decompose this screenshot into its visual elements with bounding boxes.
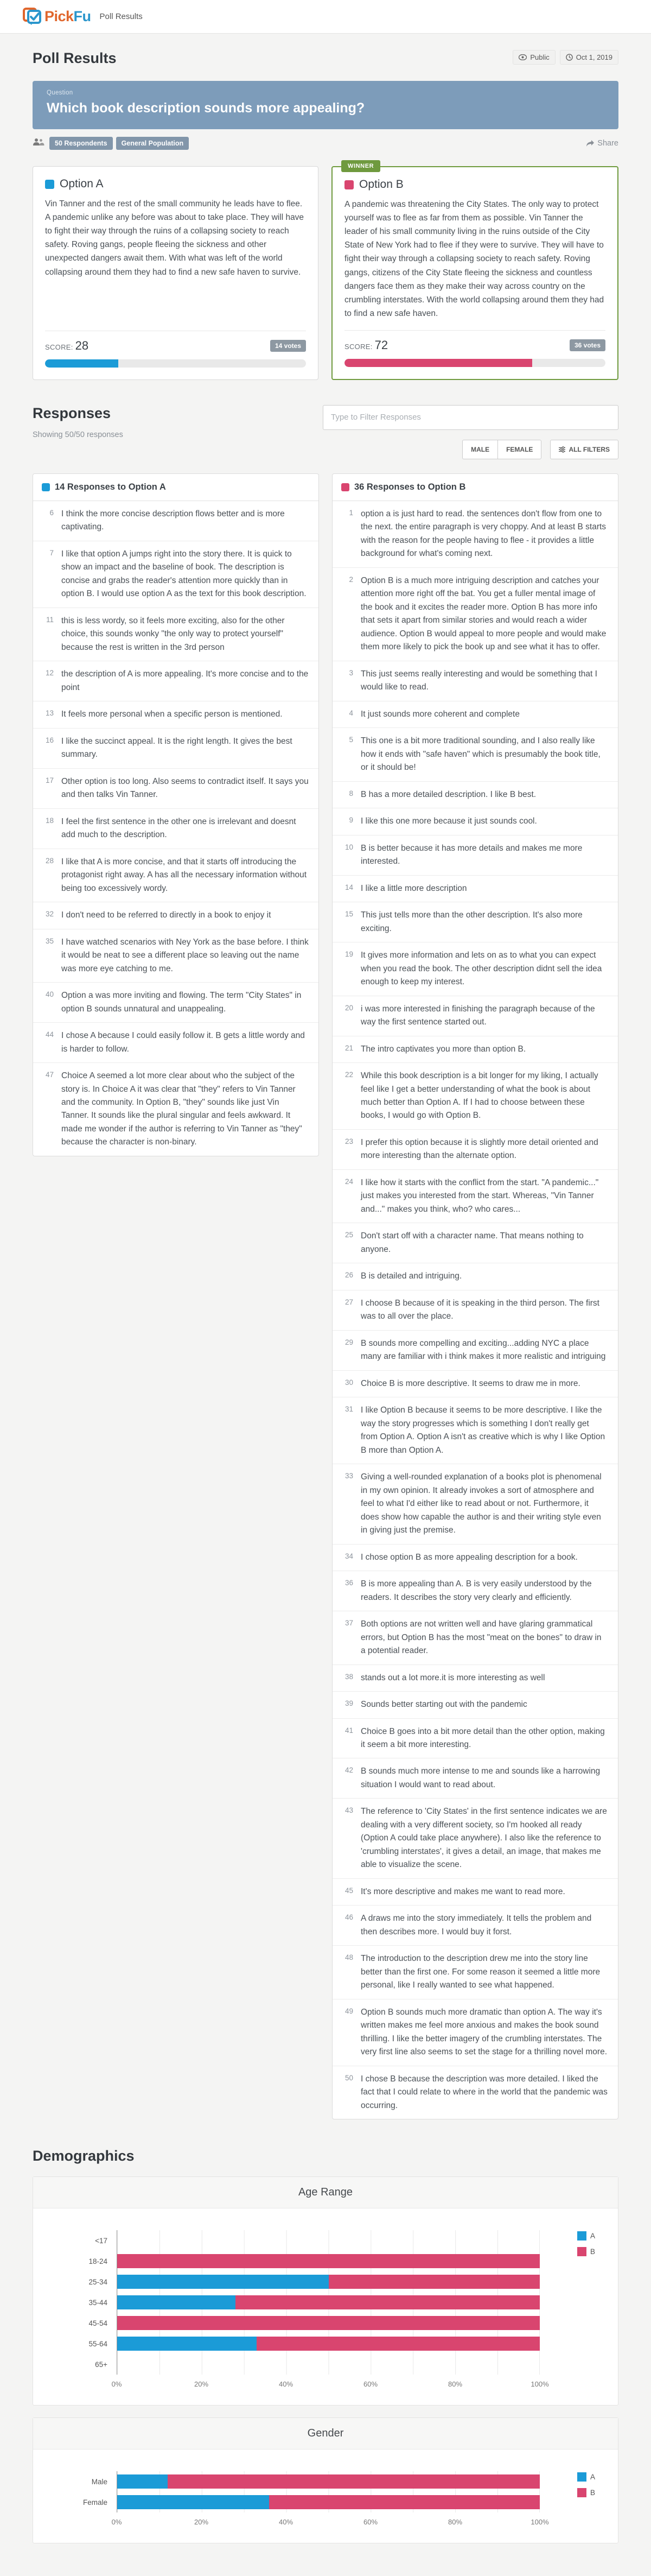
chart-category-label: 18-24 bbox=[88, 2257, 107, 2265]
response-number: 17 bbox=[45, 776, 54, 784]
chart-category-label: 65+ bbox=[95, 2360, 107, 2369]
chart-row bbox=[88, 2333, 540, 2354]
response-row bbox=[333, 942, 618, 995]
option-a-votes-badge: 14 votes bbox=[270, 340, 306, 352]
response-text: It feels more personal when a specific person is mentioned. bbox=[61, 710, 283, 719]
gender-chart-title: Gender bbox=[33, 2418, 618, 2450]
bar-segment-a bbox=[117, 2495, 269, 2509]
option-a-card bbox=[33, 166, 318, 380]
response-number: 46 bbox=[344, 1913, 353, 1922]
chart-row bbox=[95, 2230, 540, 2251]
visibility-badge: Public bbox=[513, 50, 555, 65]
response-number: 5 bbox=[349, 736, 353, 744]
response-text: Other option is too long. Also seems to contradict itself. It says you and then talks Vin Tanner. bbox=[61, 776, 309, 800]
response-number: 33 bbox=[344, 1472, 353, 1480]
x-tick-label: 0% bbox=[111, 2380, 122, 2389]
response-text: I have watched scenarios with Ney York as the base before. I think it would be neat to see a different place so leaving out the name was more eye catching to me. bbox=[61, 937, 309, 973]
response-number: 1 bbox=[349, 508, 353, 517]
bar-segment-b bbox=[257, 2337, 540, 2351]
response-number: 45 bbox=[344, 1886, 353, 1895]
option-a-color-chip bbox=[45, 180, 54, 189]
response-text: A draws me into the story immediately. It tells the problem and then describes more. I would buy it forst. bbox=[361, 1914, 592, 1936]
response-text: I like that option A jumps right into the story there. It is quick to show an impact and the baseline of book. The description is concise and grabs the reader's attention more quickly than in option B. I would use option A as the text for this book description. bbox=[61, 549, 307, 599]
pickfu-checkbox-icon bbox=[22, 5, 42, 28]
age-range-chart bbox=[33, 2208, 618, 2405]
chart-row bbox=[88, 2313, 540, 2333]
bar-segment-b bbox=[269, 2495, 540, 2509]
sliders-icon bbox=[559, 446, 565, 453]
response-number: 32 bbox=[45, 910, 54, 919]
option-a-color-chip bbox=[42, 483, 50, 491]
option-a-score: SCORE: 28 bbox=[45, 338, 89, 352]
response-text: I like how it starts with the conflict from the start. "A pandemic..." just makes you interested from the start. Whereas, "Vin Tanner and..." makes you think, who? who cares... bbox=[361, 1178, 599, 1214]
legend-item bbox=[577, 2472, 595, 2482]
x-tick-label: 40% bbox=[278, 2518, 293, 2527]
response-number: 47 bbox=[45, 1071, 54, 1079]
option-a-score-bar bbox=[45, 359, 306, 368]
legend-item bbox=[577, 2488, 595, 2497]
option-b-responses-card bbox=[332, 473, 618, 2119]
top-bar bbox=[0, 0, 651, 34]
question-label: Question bbox=[47, 90, 73, 96]
female-filter-button[interactable]: FEMALE bbox=[497, 440, 541, 459]
response-row bbox=[333, 1370, 618, 1397]
response-text: Giving a well-rounded explanation of a books plot is phenomenal in my own opinion. It already invokes a sort of atmosphere and feel to what I'd either like to read about or not. Furthermore, it does show how capable the author is and their writing style even in giving just the premise. bbox=[361, 1472, 602, 1535]
logo-text: PickFu bbox=[44, 8, 91, 24]
response-number: 21 bbox=[344, 1043, 353, 1052]
response-number: 50 bbox=[344, 2073, 353, 2082]
response-text: B sounds much more intense to me and sounds like a harrowing situation I would want to read about. bbox=[361, 1767, 601, 1789]
response-text: Option B sounds much more dramatic than option A. The way it's written makes me feel more anxious and makes the book sound thrilling. I like the better imagery of the crumbling interstates. The very first line also seems to set the stage for a thrilling novel more. bbox=[361, 2007, 608, 2057]
x-tick-label: 20% bbox=[194, 2380, 209, 2389]
chart-row bbox=[88, 2271, 540, 2292]
options-row bbox=[33, 163, 618, 380]
response-text: I don't need to be referred to directly in a book to enjoy it bbox=[61, 910, 271, 920]
response-text: I like that A is more concise, and that it starts off introducing the protagonist right away. A has all the necessary information without being too excessively wordy. bbox=[61, 857, 307, 893]
chart-row bbox=[82, 2492, 540, 2512]
bar-segment-b bbox=[117, 2254, 540, 2268]
page-head bbox=[33, 50, 618, 67]
legend-label: B bbox=[590, 2248, 595, 2256]
response-row bbox=[333, 1664, 618, 1691]
responses-title: Responses bbox=[33, 404, 111, 421]
page-title: Poll Results bbox=[33, 50, 117, 66]
response-row bbox=[333, 1691, 618, 1718]
response-row bbox=[333, 1945, 618, 1998]
response-row bbox=[33, 808, 318, 849]
gender-chart bbox=[33, 2450, 618, 2543]
age-range-chart-card bbox=[33, 2176, 618, 2406]
option-b-responses-list bbox=[333, 501, 618, 2119]
response-number: 38 bbox=[344, 1672, 353, 1681]
response-row bbox=[333, 701, 618, 727]
response-number: 48 bbox=[344, 1953, 353, 1962]
male-filter-button[interactable]: MALE bbox=[462, 440, 497, 459]
response-number: 19 bbox=[344, 950, 353, 959]
response-text: I feel the first sentence in the other one is irrelevant and doesnt add much to the description. bbox=[61, 817, 296, 840]
response-row bbox=[333, 727, 618, 781]
response-text: Don't start off with a character name. That means nothing to anyone. bbox=[361, 1231, 584, 1254]
response-number: 28 bbox=[45, 856, 54, 865]
response-row bbox=[333, 1798, 618, 1878]
responses-header bbox=[33, 405, 618, 459]
response-number: 25 bbox=[344, 1231, 353, 1239]
response-text: this is less wordy, so it feels more exciting, also for the other choice, this sounds wonky "the only way to protect yourself" because the rest is written in the 3rd person bbox=[61, 616, 285, 652]
response-text: stands out a lot more.it is more interesting as well bbox=[361, 1673, 545, 1682]
chart-row bbox=[95, 2354, 540, 2375]
response-row bbox=[333, 567, 618, 661]
response-text: Choice B is more descriptive. It seems to draw me in more. bbox=[361, 1378, 580, 1388]
response-row bbox=[333, 1718, 618, 1758]
divider bbox=[344, 330, 605, 331]
response-text: This one is a bit more traditional sounding, and I also really like how it ends with "safe haven" which is presumably the book title, or it should be! bbox=[361, 736, 601, 773]
response-row bbox=[333, 1464, 618, 1543]
x-tick-label: 100% bbox=[531, 2380, 549, 2389]
response-text: B is better because it has more details and makes me more interested. bbox=[361, 843, 583, 866]
x-tick-label: 60% bbox=[363, 2518, 378, 2527]
response-row bbox=[33, 541, 318, 607]
response-text: The introduction to the description drew me into the story line better than the first one. For some reason it seemed a little more personal, like I really wanted to see what happened. bbox=[361, 1954, 601, 1990]
response-number: 11 bbox=[46, 615, 54, 624]
response-number: 15 bbox=[344, 910, 353, 919]
response-text: the description of A is more appealing. It's more concise and to the point bbox=[61, 669, 309, 692]
response-number: 42 bbox=[344, 1766, 353, 1775]
response-text: I like a little more description bbox=[361, 883, 467, 893]
option-b-score: SCORE: 72 bbox=[344, 338, 388, 352]
bar-segment-a bbox=[117, 2275, 329, 2289]
response-text: This just seems really interesting and would be something that I would like to read. bbox=[361, 669, 597, 692]
response-text: I like this one more because it just sounds cool. bbox=[361, 817, 537, 826]
response-number: 6 bbox=[49, 508, 54, 517]
response-text: I chose B because the description was more detailed. I liked the fact that I could relate to where in the world that the pandemic was occurring. bbox=[361, 2074, 608, 2110]
response-number: 14 bbox=[344, 883, 353, 891]
age-range-chart-title: Age Range bbox=[33, 2177, 618, 2208]
chart-category-label: Male bbox=[91, 2477, 107, 2486]
legend-color-chip bbox=[577, 2472, 586, 2482]
x-tick-label: 60% bbox=[363, 2380, 378, 2389]
response-number: 18 bbox=[45, 816, 54, 825]
option-a-responses-header: 14 Responses to Option A bbox=[55, 482, 166, 492]
chart-row bbox=[88, 2292, 540, 2313]
response-row bbox=[333, 1397, 618, 1464]
response-row bbox=[333, 1290, 618, 1330]
response-text: It's more descriptive and makes me want to read more. bbox=[361, 1887, 565, 1896]
date-badge: Oct 1, 2019 bbox=[560, 50, 618, 65]
option-b-title: Option B bbox=[359, 178, 404, 191]
bottom-spacer bbox=[33, 2543, 618, 2576]
bar-segment-a bbox=[117, 2337, 257, 2351]
response-number: 3 bbox=[349, 668, 353, 677]
response-number: 39 bbox=[344, 1699, 353, 1708]
response-row bbox=[333, 1036, 618, 1062]
poll-meta-row bbox=[33, 137, 618, 150]
response-text: B sounds more compelling and exciting...adding NYC a place many are familiar with i think makes it more realistic and intriguing bbox=[361, 1338, 606, 1362]
response-number: 12 bbox=[45, 669, 54, 678]
x-tick-label: 100% bbox=[531, 2518, 549, 2527]
legend-label: B bbox=[590, 2489, 595, 2497]
chart-row bbox=[88, 2251, 540, 2271]
response-text: I like Option B because it seems to be more descriptive. I like the way the story progresses which is something I don't really get from Option A. Option A isn't as creative which is why I like Option B more than Option A. bbox=[361, 1406, 605, 1455]
option-b-color-chip bbox=[341, 483, 349, 491]
chart-x-axis bbox=[111, 2380, 549, 2391]
response-row bbox=[333, 1330, 618, 1370]
option-b-score-bar bbox=[344, 359, 605, 367]
chart-legend bbox=[577, 2472, 595, 2497]
response-number: 23 bbox=[344, 1137, 353, 1145]
response-number: 10 bbox=[344, 843, 353, 851]
response-number: 43 bbox=[344, 1806, 353, 1815]
response-text: It gives more information and lets on as to what you can expect when you read the book. The other description didnt sell the idea enough to keep my interest. bbox=[361, 951, 602, 987]
chart-category-label: 45-54 bbox=[88, 2319, 107, 2327]
response-row bbox=[33, 607, 318, 661]
response-row bbox=[333, 1571, 618, 1611]
response-text: I chose A because I could easily follow it. B gets a little wordy and is harder to follow. bbox=[61, 1031, 305, 1054]
response-text: I chose option B as more appealing description for a book. bbox=[361, 1552, 578, 1562]
response-text: Both options are not written well and have glaring grammatical errors, but Option B has the most "meat on the bones" to draw in a potential reader. bbox=[361, 1619, 602, 1656]
response-text: It just sounds more coherent and complete bbox=[361, 709, 520, 719]
response-text: Choice B goes into a bit more detail than the other option, making it seem a bit more interesting. bbox=[361, 1726, 605, 1749]
share-link[interactable]: Share bbox=[586, 139, 618, 148]
app-subtitle: Poll Results bbox=[99, 12, 143, 21]
response-columns bbox=[33, 473, 618, 2119]
response-row bbox=[333, 835, 618, 875]
response-number: 24 bbox=[344, 1177, 353, 1186]
response-number: 7 bbox=[49, 548, 54, 557]
clock-icon bbox=[566, 54, 573, 61]
response-number: 44 bbox=[45, 1030, 54, 1039]
option-b-card bbox=[331, 163, 618, 380]
response-text: The reference to 'City States' in the first sentence indicates we are dealing with a very different society, so I'm hooked all ready (Option A could take place anywhere). I also like the reference to 'crumbling interstates', it gives a detail, an image, that makes me able to visualize the scene. bbox=[361, 1807, 607, 1870]
response-row bbox=[333, 902, 618, 942]
response-row bbox=[333, 501, 618, 567]
response-row bbox=[333, 781, 618, 808]
question-banner bbox=[33, 81, 618, 129]
response-text: Option a was more inviting and flowing. The term "City States" in option B sounds unnatural and unappealing. bbox=[61, 991, 302, 1014]
option-b-responses-header: 36 Responses to Option B bbox=[354, 482, 466, 492]
eye-icon bbox=[519, 54, 527, 60]
response-text: The intro captivates you more than option B. bbox=[361, 1044, 526, 1054]
response-row bbox=[333, 1878, 618, 1905]
response-row bbox=[333, 1062, 618, 1129]
audience-badge: General Population bbox=[116, 137, 189, 150]
score-bar-b-fill bbox=[344, 359, 532, 367]
response-text: B is detailed and intriguing. bbox=[361, 1271, 462, 1281]
bar-segment-a bbox=[117, 2295, 235, 2309]
response-row bbox=[333, 996, 618, 1036]
chart-category-label: <17 bbox=[95, 2236, 107, 2245]
response-number: 22 bbox=[344, 1071, 353, 1079]
bar-segment-a bbox=[117, 2474, 168, 2489]
legend-label: A bbox=[590, 2473, 595, 2482]
response-text: While this book description is a bit longer for my liking, I actually feel like I get a better understanding of what the book is about much better than Option A. If I had to choose between these books, I would go with Option B. bbox=[361, 1071, 598, 1121]
response-row bbox=[33, 1022, 318, 1062]
response-number: 30 bbox=[344, 1378, 353, 1387]
response-row bbox=[33, 701, 318, 727]
legend-item bbox=[577, 2231, 595, 2240]
response-number: 31 bbox=[344, 1405, 353, 1414]
response-text: I prefer this option because it is slightly more detail oriented and more interesting than the alternate option. bbox=[361, 1137, 598, 1161]
response-text: I like the succinct appeal. It is the right length. It gives the best summary. bbox=[61, 736, 292, 759]
option-a-responses-list bbox=[33, 501, 318, 1156]
response-number: 2 bbox=[349, 575, 353, 584]
chart-category-label: Female bbox=[82, 2498, 107, 2507]
chart-x-axis bbox=[111, 2518, 549, 2529]
response-number: 26 bbox=[344, 1271, 353, 1280]
bar-segment-b bbox=[235, 2295, 540, 2309]
response-number: 36 bbox=[344, 1579, 353, 1587]
chart-row bbox=[91, 2471, 540, 2492]
response-row bbox=[333, 808, 618, 834]
chart-legend bbox=[577, 2231, 595, 2256]
legend-color-chip bbox=[577, 2488, 586, 2497]
response-number: 40 bbox=[45, 990, 54, 999]
response-text: Sounds better starting out with the pandemic bbox=[361, 1700, 527, 1710]
response-number: 4 bbox=[349, 708, 353, 717]
showing-count: Showing 50/50 responses bbox=[33, 430, 123, 439]
response-row bbox=[333, 875, 618, 902]
legend-color-chip bbox=[577, 2247, 586, 2256]
option-a-description: Vin Tanner and the rest of the small community he leads have to flee. A pandemic unlike any before was about to take place. They will have to fight their way through the ruins of a collapsing society to reach safety. Roving gangs, people fleeing the sickness and other unexpected dangers await them. With what was left of the world collapsing around them they had to find a new safe haven to survive. bbox=[45, 199, 304, 277]
chart-category-label: 55-64 bbox=[88, 2339, 107, 2348]
response-row bbox=[33, 501, 318, 541]
response-number: 41 bbox=[344, 1726, 353, 1735]
response-number: 27 bbox=[344, 1298, 353, 1306]
response-number: 29 bbox=[344, 1338, 353, 1346]
x-tick-label: 80% bbox=[448, 2518, 463, 2527]
response-text: option a is just hard to read. the sentences don't flow from one to the next. the entire paragraph is very choppy. And at least B starts with the reason for the people having to flee - it provides a little background for what's coming next. bbox=[361, 509, 607, 559]
response-text: I choose B because of it is speaking in the third person. The first was to all over the place. bbox=[361, 1298, 599, 1321]
response-row bbox=[333, 1544, 618, 1571]
response-row bbox=[33, 1062, 318, 1156]
people-icon bbox=[33, 138, 44, 149]
response-row bbox=[333, 1999, 618, 2066]
bar-segment-b bbox=[329, 2275, 540, 2289]
response-number: 20 bbox=[344, 1003, 353, 1012]
response-row bbox=[33, 849, 318, 902]
chart-category-label: 25-34 bbox=[88, 2277, 107, 2286]
question-title: Which book description sounds more appealing? bbox=[47, 100, 365, 116]
response-row bbox=[333, 1611, 618, 1664]
respondents-badge: 50 Respondents bbox=[49, 137, 113, 150]
response-number: 37 bbox=[344, 1619, 353, 1628]
response-row bbox=[33, 728, 318, 768]
legend-label: A bbox=[590, 2232, 595, 2240]
response-number: 9 bbox=[349, 816, 353, 825]
response-number: 34 bbox=[344, 1552, 353, 1560]
response-text: i was more interested in finishing the paragraph because of the way the first sentence started out. bbox=[361, 1004, 595, 1027]
response-row bbox=[333, 661, 618, 701]
option-b-description: A pandemic was threatening the City States. The only way to protect yourself was to flee as far from them as possible. Vin Tanner the leader of his small community living in the ruins outside of the City State of New York had to flee if they were to survive. They will have to fight their way through a collapsing society to reach safety. Roving gangs, citizens of the City State fleeing the sickness and countless dangers face them as they make their way across country on the crumbling interstates. With the world collapsing around them they had to find a new safe haven. bbox=[344, 200, 604, 318]
response-row bbox=[333, 1905, 618, 1945]
chart-plot-area bbox=[88, 2230, 540, 2375]
x-tick-label: 20% bbox=[194, 2518, 209, 2527]
response-text: Choice A seemed a lot more clear about who the subject of the story is. In Choice A it was clear that "they" refers to Vin Tanner and the community. In Option B, "they" sounds like just Vin Tanner. It sounds like the plural singular and feels awkward. It made me wonder if the author is referring to Vin Tanner as "they" because the character is non-binary. bbox=[61, 1071, 302, 1147]
response-row bbox=[333, 2066, 618, 2119]
response-text: B has a more detailed description. I like B best. bbox=[361, 789, 537, 799]
response-number: 49 bbox=[344, 2007, 353, 2015]
response-text: B is more appealing than A. B is very easily understood by the readers. It describes the story very clearly and efficiently. bbox=[361, 1579, 592, 1602]
response-row bbox=[33, 902, 318, 928]
response-row bbox=[33, 929, 318, 982]
bar-segment-b bbox=[117, 2316, 540, 2330]
legend-item bbox=[577, 2247, 595, 2256]
response-row bbox=[333, 1223, 618, 1263]
option-b-color-chip bbox=[344, 180, 354, 189]
x-tick-label: 40% bbox=[278, 2380, 293, 2389]
winner-badge: WINNER bbox=[341, 160, 380, 172]
demographics-title: Demographics bbox=[33, 2148, 135, 2164]
response-row bbox=[333, 1758, 618, 1798]
score-bar-a-fill bbox=[45, 359, 118, 368]
response-row bbox=[333, 1263, 618, 1289]
x-tick-label: 0% bbox=[111, 2518, 122, 2527]
response-number: 35 bbox=[45, 936, 54, 945]
response-row bbox=[333, 1129, 618, 1169]
response-number: 16 bbox=[45, 736, 54, 744]
response-row bbox=[33, 982, 318, 1022]
option-a-responses-card bbox=[33, 473, 319, 1156]
response-text: I think the more concise description flows better and is more captivating. bbox=[61, 509, 285, 532]
response-row bbox=[333, 1169, 618, 1223]
x-tick-label: 80% bbox=[448, 2380, 463, 2389]
all-filters-button[interactable]: ALL FILTERS bbox=[550, 440, 618, 459]
response-text: This just tells more than the other description. It's also more exciting. bbox=[361, 910, 583, 933]
option-a-title: Option A bbox=[60, 178, 104, 190]
filter-responses-input[interactable] bbox=[323, 405, 618, 430]
share-icon bbox=[586, 140, 595, 147]
response-number: 13 bbox=[45, 709, 54, 718]
gender-filter-group bbox=[462, 440, 541, 459]
option-b-votes-badge: 36 votes bbox=[570, 339, 605, 351]
bar-segment-b bbox=[168, 2474, 540, 2489]
response-row bbox=[33, 768, 318, 808]
response-text: Option B is a much more intriguing description and catches your attention more right off the bat. You get a fuller mental image of the book and it excites the reader more. Option B has more info that sets it apart from similar stories and would reach a wider audience. Option B would appeal to more people and would make them more likely to pick the book up and see what it has to offer. bbox=[361, 575, 607, 652]
pickfu-logo[interactable] bbox=[22, 5, 91, 28]
chart-category-label: 35-44 bbox=[88, 2298, 107, 2307]
response-number: 8 bbox=[349, 789, 353, 798]
response-row bbox=[33, 661, 318, 701]
chart-plot-area bbox=[82, 2471, 540, 2512]
gender-chart-card bbox=[33, 2417, 618, 2543]
legend-color-chip bbox=[577, 2231, 586, 2240]
